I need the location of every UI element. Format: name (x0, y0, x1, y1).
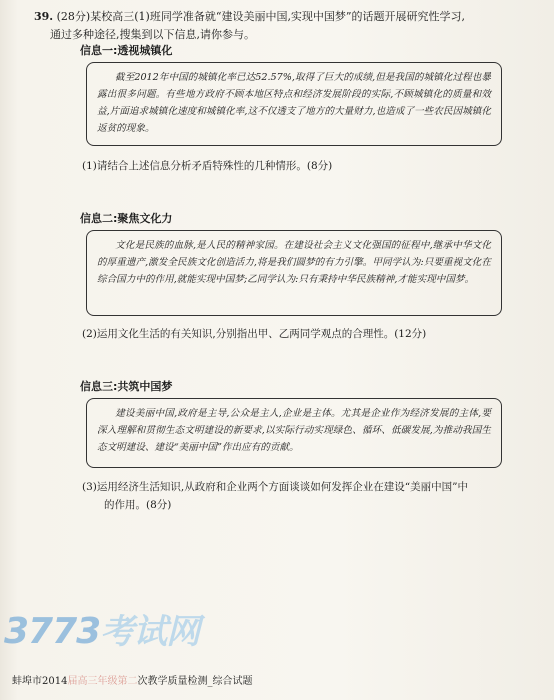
question-intro-text: 某校高三(1)班同学准备就“建设美丽中国,实现中国梦”的话题开展研究性学习, (90, 10, 466, 23)
footer-faded: 届高三年级第二 (67, 676, 138, 687)
subquestion-3-line-2: 的作用。(8分) (104, 499, 172, 511)
question-intro-line-1 (34, 8, 534, 26)
watermark-chars: 考试网 (100, 612, 200, 652)
info1-box (86, 62, 502, 146)
question-header (34, 8, 534, 44)
question-score: (28分) (56, 10, 91, 23)
info3-text: 建设美丽中国,政府是主导,公众是主人,企业是主体。尤其是企业作为经济发展的主体,要深入理解和贯彻生态文明建设的新要求,以实际行动实现绿色、循环、低碳发展,为推动我国生态文明建设、建设“美丽中国”作出应有的贡献。 (97, 408, 491, 453)
info1-text: 截至2012年中国的城镇化率已达52.57%,取得了巨大的成绩,但是我国的城镇化过程也暴露出很多问题。有些地方政府不顾本地区特点和经济发展阶段的实际,不顾城镇化的质量和效益,片面追求城镇化速度和城镇化率,这不仅透支了地方的大量财力,也造成了一些农民因城镇化返贫的现象。 (97, 72, 491, 134)
info2-title: 信息二:聚焦文化力 (80, 212, 173, 225)
info3-title: 信息三:共筑中国梦 (80, 380, 173, 393)
page-footer (12, 672, 252, 687)
footer-prefix: 蚌埠市2014 (12, 676, 68, 687)
info1-title: 信息一:透视城镇化 (80, 44, 173, 57)
watermark-digits: 3773 (4, 611, 101, 652)
subquestion-3 (82, 478, 522, 514)
subquestion-2: (2)运用文化生活的有关知识,分别指出甲、乙两同学观点的合理性。(12分) (82, 328, 427, 340)
info2-text: 文化是民族的血脉,是人民的精神家园。在建设社会主义文化强国的征程中,继承中华文化的厚重遗产,激发全民族文化创造活力,将是我们圆梦的有力引擎。甲同学认为:只要重视文化在综合国力中的作用,就能实现中国梦;乙同学认为:只有秉持中华民族精神,才能实现中国梦。 (97, 240, 491, 285)
question-number: 39. (34, 10, 54, 23)
subquestion-3-line-1: (3)运用经济生活知识,从政府和企业两个方面谈谈如何发挥企业在建设“美丽中国”中 (82, 481, 468, 493)
info3-box (86, 398, 502, 468)
info2-box (86, 230, 502, 316)
question-intro-line-2: 通过多种途径,搜集到以下信息,请你参与。 (50, 28, 255, 41)
site-watermark (4, 604, 199, 653)
footer-suffix: 次教学质量检测_综合试题 (137, 676, 253, 687)
subquestion-1: (1)请结合上述信息分析矛盾特殊性的几种情形。(8分) (82, 160, 333, 172)
